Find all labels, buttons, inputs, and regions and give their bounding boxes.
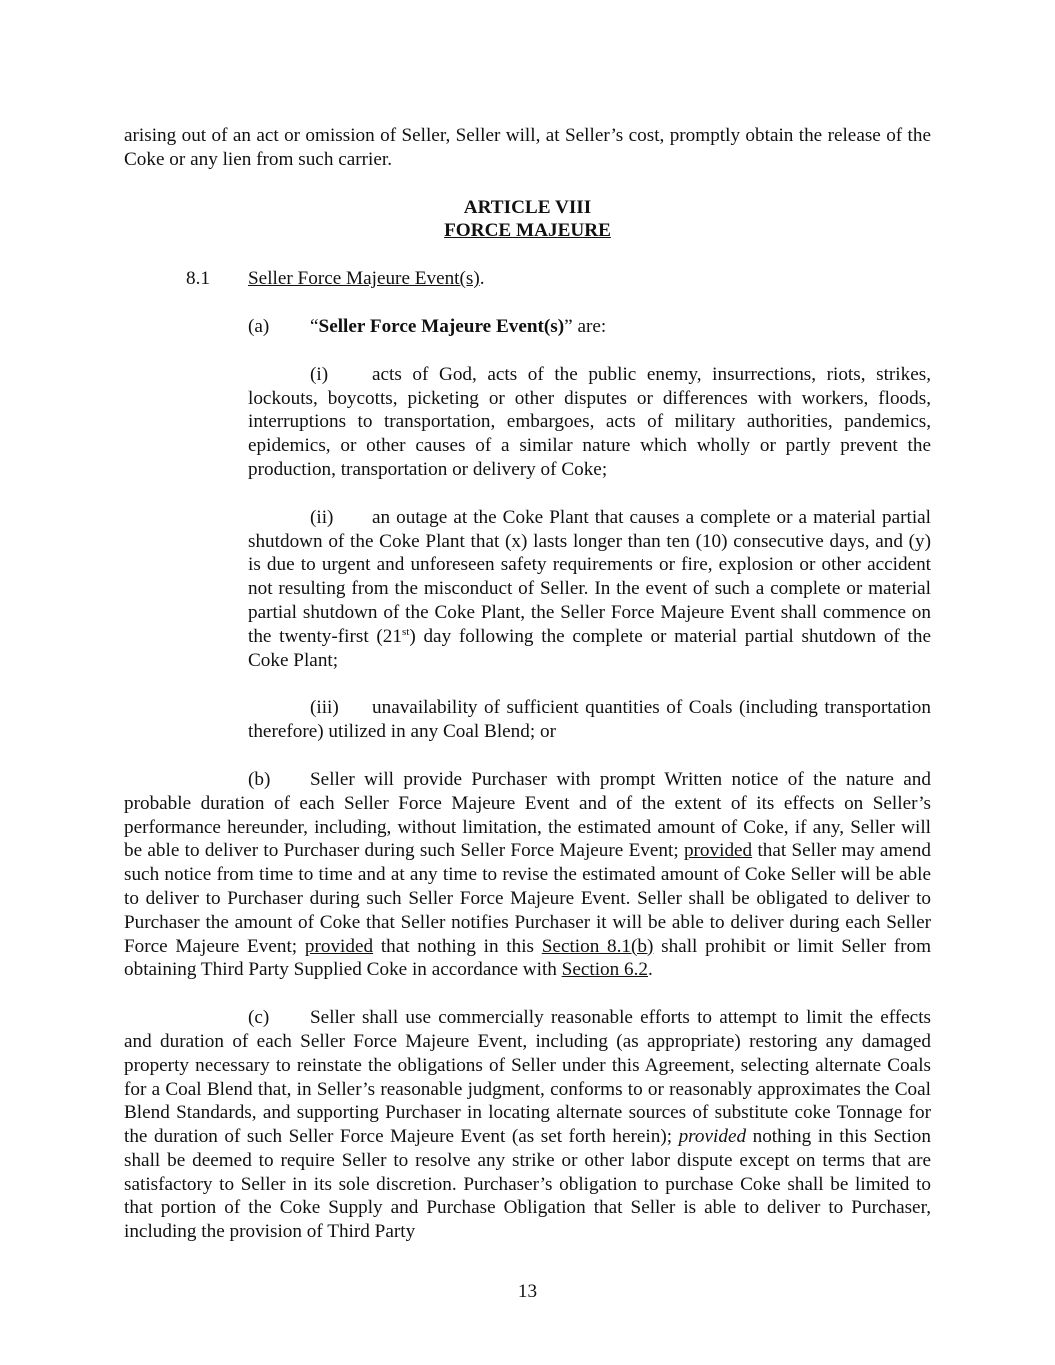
section-8-1-heading (124, 267, 931, 291)
paragraph-c-text-1: Seller shall use commercially reasonable efforts to attempt to limit the effects and duration of each Seller Force Majeure Event, including (as appropriate) restoring any damaged property necessary to reinstate the obligations of Seller under this Agreement, selecting alternate Coals for a Coal Blend that, in Seller’s reasonable judgment, conforms to or reasonably approximates the Coal Blend Standards, and supporting Purchaser in locating alternate sources of substitute coke Tonnage for the duration of such Seller Force Majeure Event (as set forth herein); (124, 1007, 931, 1148)
article-number: ARTICLE VIII (463, 196, 592, 218)
item-ii (248, 506, 931, 673)
item-ii-number: (ii) (310, 506, 334, 528)
section-title-end: . (479, 268, 485, 290)
paragraph-b-text-2: that Seller may amend such notice from time to time and at any time to revise the estimated amount of Coke Seller will be able to deliver to Purchaser during such Seller Force Majeure Event. Seller shall be obligated to deliver to Purchaser the amount of Coke that Seller notifies Purchaser it will be able to deliver during each Seller Force Majeure Event; (124, 840, 931, 957)
section-number: 8.1 (186, 268, 210, 290)
subsection-a-open-quote: “ (310, 315, 319, 337)
item-iii (248, 696, 931, 744)
paragraph-c-number: (c) (248, 1007, 270, 1029)
provided-term: provided (304, 935, 374, 957)
article-title: FORCE MAJEURE (444, 220, 611, 242)
item-i (248, 363, 931, 482)
item-ii-text-before: an outage at the Coke Plant that causes a complete or a material partial shutdown of the Coke Plant that (x) lasts longer than ten (10) consecutive days, and (y) is due to urgent and unforeseen safety requirements or fire, explosion or other accident not resulting from the misconduct of Seller. In the event of such a complete or material partial shutdown of the Coke Plant, the Seller Force Majeure Event shall commence on the twenty-first (21 (248, 506, 931, 647)
intro-text: arising out of an act or omission of Seller, Seller will, at Seller’s cost, promptly obtain the release of the Coke or any lien from such carrier. (124, 125, 931, 170)
subsection-a-close: ” are: (564, 315, 607, 337)
provided-term: provided (678, 1126, 747, 1148)
paragraph-c-text-2: nothing in this Section shall be deemed to require Seller to resolve any strike or other labor dispute except on terms that are satisfactory to Seller in its sole discretion. Purchaser’s obligation to purchase Coke shall be limited to that portion of the Coke Supply and Purchase Obligation that Seller is able to deliver to Purchaser, including the provision of Third Party (124, 1126, 931, 1243)
item-iii-number: (iii) (310, 697, 339, 719)
paragraph-b-text-4: shall prohibit or limit Seller from obtaining Third Party Supplied Coke in accordance with (124, 935, 931, 981)
paragraph-b-text-3: that nothing in this (373, 935, 542, 957)
item-i-number: (i) (310, 363, 329, 385)
page-footer (0, 1280, 1055, 1304)
item-ii-text-after: ) day following the complete or material partial shutdown of the Coke Plant; (248, 625, 931, 671)
paragraph-c (124, 1006, 931, 1244)
subsection-a-number: (a) (248, 315, 270, 337)
intro-paragraph (124, 124, 931, 172)
ordinal-suffix: st (402, 625, 410, 638)
section-title: Seller Force Majeure Event(s) (248, 268, 480, 290)
section-reference: Section 6.2 (561, 959, 649, 981)
paragraph-b-text-1: Seller will provide Purchaser with prompt Written notice of the nature and probable duration of each Seller Force Majeure Event and of the extent of its effects on Seller’s performance hereunder, including, without limitation, the estimated amount of Coke, if any, Seller will be able to deliver to Purchaser during such Seller Force Majeure Event; (124, 768, 931, 862)
paragraph-b (124, 768, 931, 982)
provided-term: provided (683, 840, 753, 862)
paragraph-b-text-5: . (648, 959, 653, 981)
defined-term: Seller Force Majeure Event(s) (318, 315, 565, 337)
page-number: 13 (517, 1281, 538, 1302)
subsection-a (124, 315, 931, 339)
article-heading (124, 196, 931, 244)
section-reference: Section 8.1(b) (541, 935, 654, 957)
item-i-text: acts of God, acts of the public enemy, insurrections, riots, strikes, lockouts, boycotts, picketing or other disputes or differences with workers, floods, interruptions to transportation, embargoes, acts of military authorities, pandemics, epidemics, or other causes of a similar nature which wholly or partly prevent the production, transportation or delivery of Coke; (248, 363, 931, 480)
paragraph-b-number: (b) (248, 768, 271, 790)
document-page (124, 124, 931, 1244)
item-iii-text: unavailability of sufficient quantities of Coals (including transportation therefore) utilized in any Coal Blend; or (248, 697, 931, 743)
